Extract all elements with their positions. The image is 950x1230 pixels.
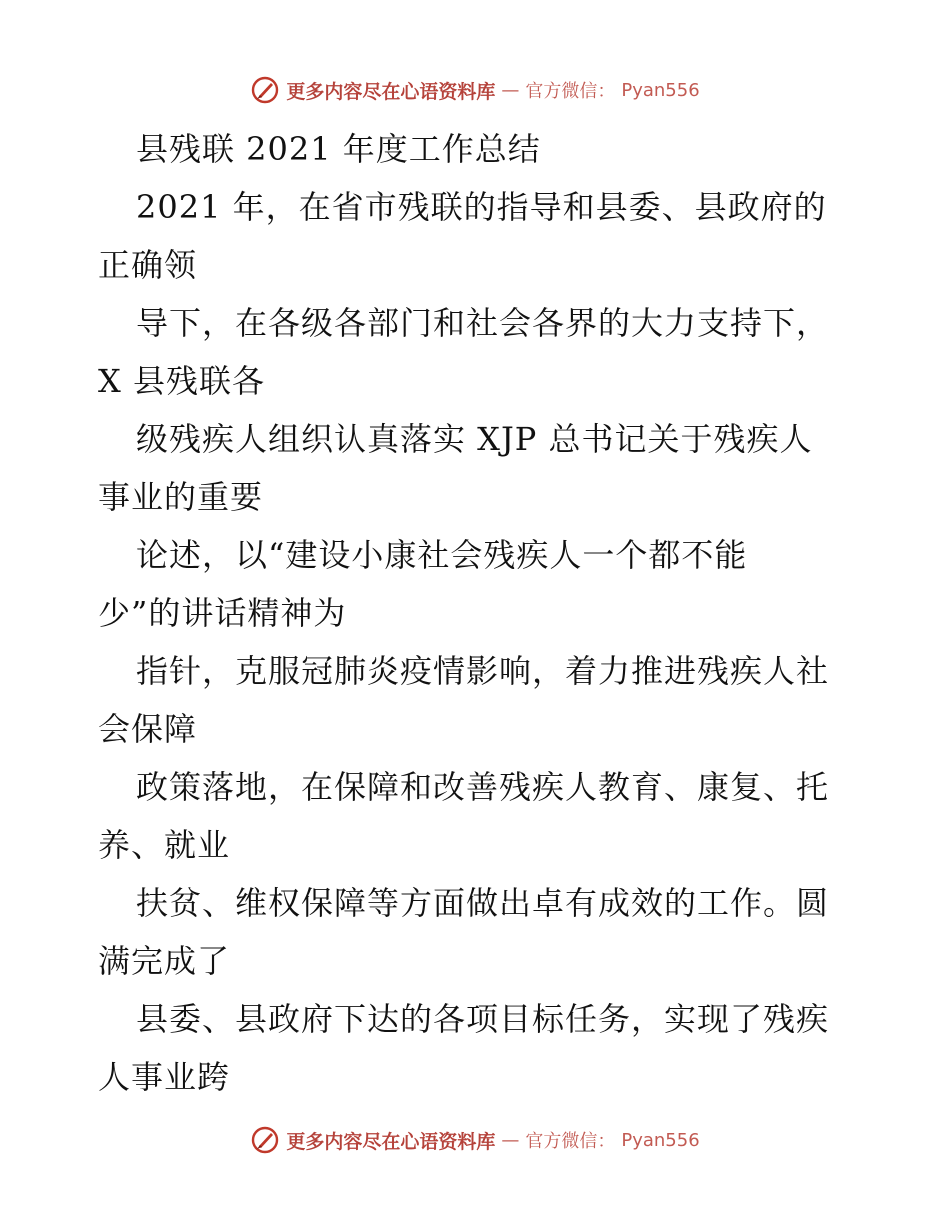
text-line: 指针，克服冠肺炎疫情影响，着力推进残疾人社 <box>136 652 830 690</box>
text-line: 论述，以“建设小康社会残疾人一个都不能 <box>136 536 748 574</box>
text-line: 事业的重要 <box>98 478 264 516</box>
watermark-wechat-label: 官方微信： <box>525 81 616 102</box>
text-line: 导下，在各级各部门和社会各界的大力支持下， <box>136 304 830 342</box>
quill-logo-icon <box>250 1125 280 1155</box>
watermark-brand: 更多内容尽在心语资料库 <box>286 1130 496 1153</box>
text-line: 会保障 <box>98 710 198 748</box>
watermark-wechat-label: 官方微信： <box>525 1131 616 1152</box>
text-line: 扶贫、维权保障等方面做出卓有成效的工作。圆 <box>136 884 830 922</box>
text-line: 少”的讲话精神为 <box>98 594 347 632</box>
watermark-header <box>0 72 950 108</box>
text-line: 级残疾人组织认真落实 XJP 总书记关于残疾人 <box>136 420 813 458</box>
watermark-footer <box>0 1122 950 1158</box>
watermark-wechat-id: Pyan556 <box>621 1129 700 1151</box>
watermark-brand: 更多内容尽在心语资料库 <box>286 80 496 103</box>
watermark-dash: — <box>501 1129 520 1151</box>
watermark-dash: — <box>501 79 520 101</box>
watermark-wechat-id: Pyan556 <box>621 79 700 101</box>
quill-logo-icon <box>250 75 280 105</box>
text-line: 人事业跨 <box>98 1058 231 1096</box>
text-line: 满完成了 <box>98 942 231 980</box>
text-line: 正确领 <box>98 246 198 284</box>
text-line: 2021 年，在省市残联的指导和县委、县政府的 <box>136 188 827 226</box>
document-title: 县残联 2021 年度工作总结 <box>136 130 541 168</box>
text-line: 县委、县政府下达的各项目标任务，实现了残疾 <box>136 1000 830 1038</box>
text-line: 政策落地，在保障和改善残疾人教育、康复、托 <box>136 768 830 806</box>
text-line: X 县残联各 <box>98 362 265 400</box>
document-body <box>98 120 858 1106</box>
text-line: 养、就业 <box>98 826 231 864</box>
